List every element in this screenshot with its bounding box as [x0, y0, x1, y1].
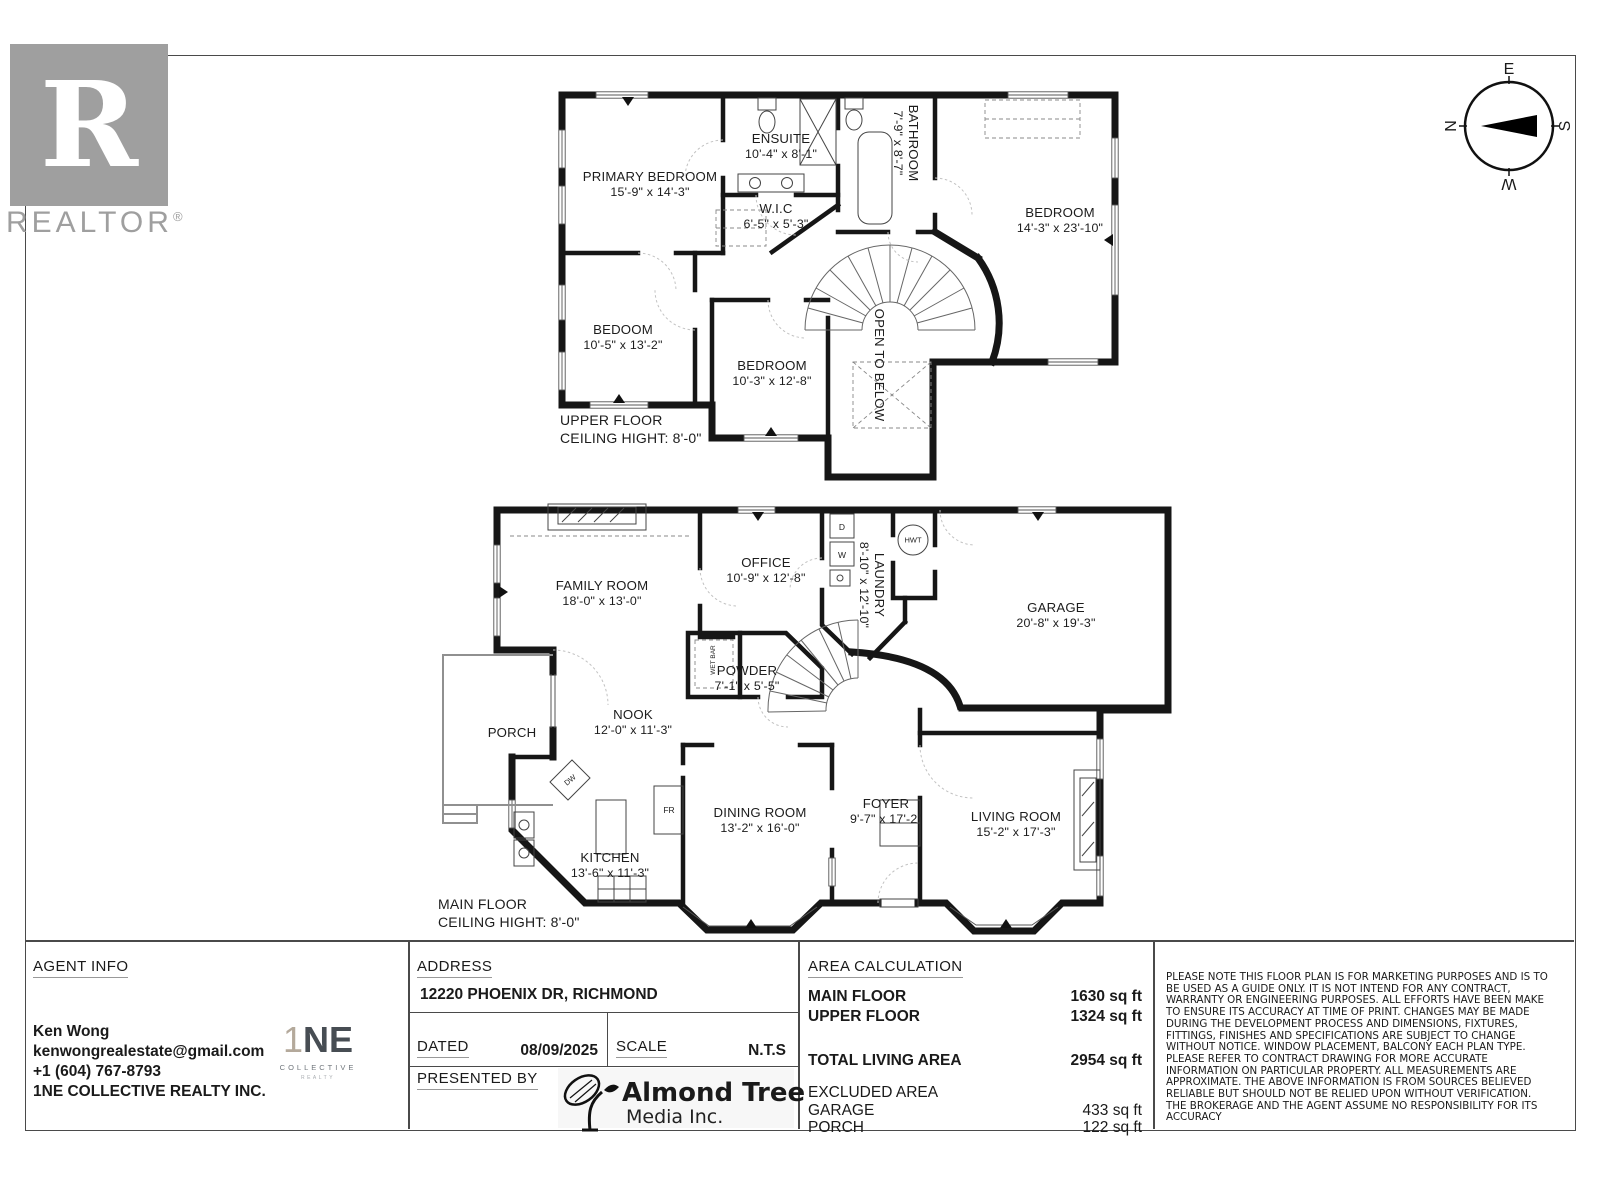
area-row-excluded: EXCLUDED AREA — [808, 1084, 939, 1101]
footer-divider-1 — [408, 940, 410, 1129]
agent-name: Ken Wong — [33, 1023, 110, 1040]
room-label-open-to-below: OPEN TO BELOW — [871, 308, 887, 422]
address-title: ADDRESS — [417, 958, 492, 978]
address-value: 12220 PHOENIX DR, RICHMOND — [420, 986, 658, 1003]
area-row-upper-floor: UPPER FLOOR 1324 sq ft — [808, 1008, 1142, 1025]
room-label-wet-bar: WET BAR — [710, 645, 718, 675]
media-logo-line2: Media Inc. — [626, 1106, 724, 1128]
washer-label: W — [837, 550, 847, 560]
dryer-label: D — [838, 522, 846, 532]
room-label-bedroom-right: BEDROOM 14'-3" x 23'-10" — [1016, 204, 1104, 235]
scale-label: SCALE — [616, 1038, 667, 1058]
fridge-label: FR — [663, 805, 675, 815]
room-label-garage: GARAGE 20'-8" x 19'-3" — [1016, 599, 1096, 630]
room-label-nook: NOOK 12'-0" x 11'-3" — [593, 706, 673, 737]
dated-label: DATED — [417, 1038, 469, 1058]
area-row-total: TOTAL LIVING AREA 2954 sq ft — [808, 1052, 1142, 1069]
room-label-laundry: LAUNDRY 8'-10" x 12'-10" — [857, 541, 888, 629]
media-logo-line1: Almond Tree — [622, 1078, 806, 1108]
compass-west: W — [1501, 175, 1517, 192]
room-label-living-room: LIVING ROOM 15'-2" x 17'-3" — [970, 808, 1062, 839]
registered-mark: ® — [172, 209, 183, 224]
room-label-ensuite: ENSUITE 10'-4" x 8'-1" — [744, 130, 818, 161]
presented-by-label: PRESENTED BY — [417, 1070, 538, 1090]
hwt-label: HWT — [904, 535, 922, 545]
room-label-family-room: FAMILY ROOM 18'-0" x 13'-0" — [555, 577, 649, 608]
page-border — [25, 55, 1576, 1131]
brokerage-logo-realty: REALTY — [300, 1075, 336, 1081]
compass-north: N — [1443, 120, 1460, 132]
room-label-bedroom-left: BEDOOM 10'-5" x 13'-2" — [583, 321, 663, 352]
agent-email: kenwongrealestate@gmail.com — [33, 1043, 265, 1060]
brokerage-logo-one: 1 — [282, 1019, 303, 1060]
realtor-wordmark: REALTOR® — [6, 206, 183, 239]
room-label-bathroom: BATHROOM 7'-9" x 8'-7" — [891, 104, 922, 182]
room-label-primary-bedroom: PRIMARY BEDROOM 15'-9" x 14'-3" — [582, 168, 718, 199]
agent-phone: +1 (604) 767-8793 — [33, 1063, 161, 1080]
compass-south: S — [1557, 120, 1574, 132]
agent-info-title: AGENT INFO — [33, 958, 128, 978]
address-hdivider-1 — [408, 1012, 798, 1013]
footer-divider-3 — [1153, 940, 1155, 1129]
brokerage-logo-ne: NE — [303, 1019, 354, 1060]
address-vdivider — [607, 1012, 608, 1066]
area-calculation-title: AREA CALCULATION — [808, 958, 963, 978]
dishwasher-label: DW — [562, 772, 578, 788]
address-hdivider-2 — [408, 1066, 798, 1067]
compass-east: E — [1503, 61, 1515, 78]
area-row-garage: GARAGE 433 sq ft — [808, 1102, 1142, 1119]
realtor-logo-letter: R — [39, 55, 139, 194]
brokerage-logo-collective: COLLECTIVE — [279, 1063, 357, 1072]
dated-value: 08/09/2025 — [520, 1042, 598, 1059]
agent-info-block — [33, 1022, 266, 1102]
room-label-powder: POWDER 7'-1" x 5'-5" — [714, 662, 780, 693]
disclaimer-text: PLEASE NOTE THIS FLOOR PLAN IS FOR MARKETING PURPOSES AND IS TO BE USED AS A GUIDE ONLY. IT IS NOT INTEND FOR ANY CONTRACT, WARRANTY OR ENGINEERING PURPOSES. ALL EFFORTS HAVE BEEN MAKE TO ENSURE ITS ACCURACY AT TIME OF PRINT. CHANGES MAY BE MADE DURING THE DEVELOPMENT PROCESS AND DIMENSIONS, FIXTURES, FITTINGS, FINISHES AND SPECIFICATIONS ARE SUBJECT TO CHANGE WITHOUT NOTICE. WINDOW PLACEMENT, BALCONY EACH PLAN TYPE. PLEASE REFER TO CONTRACT DRAWING FOR MORE ACCURATE INFORMATION ON PARTICULAR PROPERTY. ALL MEASUREMENTS ARE APPROXIMATE. THE ABOVE INFORMATION IS FROM SOURCES BELIEVED RELIABLE BUT SHOULD NOT BE RELIED UPON WITHOUT VERIFICATION. THE BROKERAGE AND THE AGENT ASSUME NO RESPONSIBILITY FOR ITS ACCURACY — [1166, 971, 1548, 1124]
main-floor-note: MAIN FLOOR CEILING HIGHT: 8'-0" — [438, 896, 580, 930]
room-label-porch: PORCH — [487, 725, 537, 741]
realtor-logo — [10, 44, 168, 206]
area-row-porch: PORCH 122 sq ft — [808, 1119, 1142, 1136]
room-label-foyer: FOYER 9'-7" x 17'-2" — [849, 795, 923, 826]
area-row-main-floor: MAIN FLOOR 1630 sq ft — [808, 988, 1142, 1005]
brokerage-logo — [278, 1019, 358, 1081]
room-label-dining-room: DINING ROOM 13'-2" x 16'-0" — [713, 804, 807, 835]
room-label-office: OFFICE 10'-9" x 12'-8" — [726, 554, 806, 585]
agent-company: 1NE COLLECTIVE REALTY INC. — [33, 1083, 266, 1100]
room-label-bedroom-middle: BEDROOM 10'-3" x 12'-8" — [732, 357, 812, 388]
upper-floor-note: UPPER FLOOR CEILING HIGHT: 8'-0" — [560, 412, 702, 446]
room-label-wic: W.I.C 6'-5" x 5'-3" — [743, 200, 809, 231]
footer-top-divider — [25, 940, 1574, 942]
room-label-kitchen: KITCHEN 13'-6" x 11'-3" — [570, 849, 650, 880]
scale-value: N.T.S — [748, 1042, 786, 1059]
